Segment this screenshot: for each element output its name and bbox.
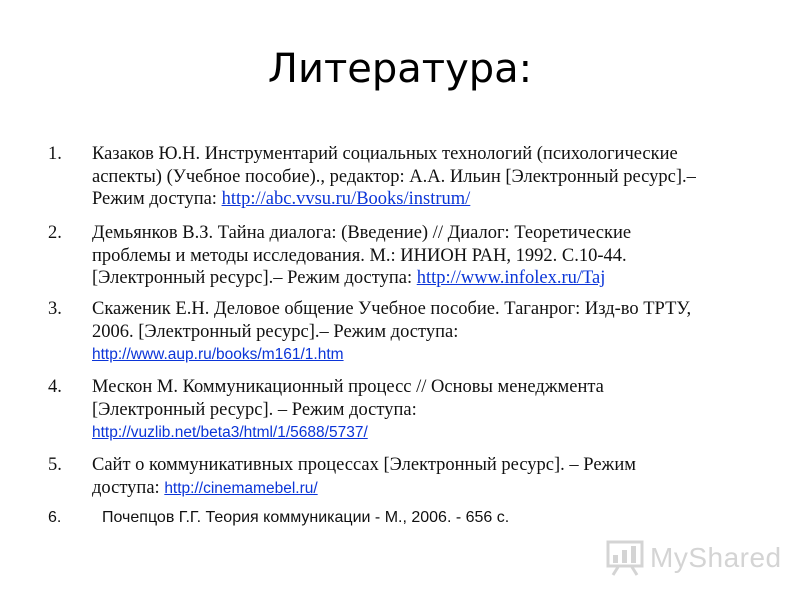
reference-line: Скаженик Е.Н. Деловое общение Учебное пособие. Таганрог: Изд-во ТРТУ, (92, 299, 692, 319)
reference-text (92, 376, 752, 445)
reference-line (92, 421, 752, 445)
reference-line: [Электронный ресурс]. – Режим доступа: (92, 399, 417, 420)
reference-link[interactable]: http://cinemamebel.ru/ (164, 479, 318, 497)
reference-line (92, 343, 752, 367)
logo-brand-text: MyShared (650, 542, 782, 573)
reference-lead: Режим доступа: (92, 189, 222, 209)
reference-lead: доступа: (92, 477, 165, 498)
reference-number: 2. (48, 223, 62, 243)
reference-line: Сайт о коммуникативных процессах [Электронный ресурс]. – Режим (92, 455, 636, 475)
reference-link[interactable]: http://www.infolex.ru/Taj (416, 268, 606, 288)
reference-line (92, 267, 752, 290)
reference-line: проблемы и методы исследования. М.: ИНИОН РАН, 1992. С.10-44. (92, 245, 627, 266)
reference-line: 2006. [Электронный ресурс].– Режим доступа: (92, 321, 459, 342)
reference-number: 6. (48, 509, 62, 526)
reference-number: 3. (48, 299, 62, 319)
reference-text (92, 222, 752, 290)
reference-link[interactable]: http://www.aup.ru/books/m161/1.htm (92, 346, 344, 363)
reference-link[interactable]: http://abc.vvsu.ru/Books/instrum/ (221, 189, 471, 209)
reference-number: 5. (48, 455, 62, 475)
reference-line: аспекты) (Учебное пособие)., редактор: А.А. Ильин [Электронный ресурс].– (92, 166, 696, 187)
reference-number: 1. (48, 144, 62, 164)
reference-line: Казаков Ю.Н. Инструментарий социальных технологий (психологические (92, 144, 678, 164)
reference-line: Мескон М. Коммуникационный процесс // Основы менеджмента (92, 377, 604, 397)
reference-text (92, 143, 752, 211)
slide-title: Литература: (267, 46, 533, 92)
reference-link[interactable]: http://vuzlib.net/beta3/html/1/5688/5737/ (92, 424, 368, 441)
myshared-logo (606, 538, 782, 578)
reference-lead: [Электронный ресурс].– Режим доступа: (92, 268, 417, 288)
reference-text: Почепцов Г.Г. Теория коммуникации - М., 2006. - 656 с. (102, 509, 510, 526)
presentation-board-icon (606, 540, 644, 576)
reference-text (92, 298, 752, 367)
reference-number: 4. (48, 377, 62, 397)
reference-line: Демьянков В.З. Тайна диалога: (Введение) // Диалог: Теоретические (92, 223, 632, 243)
reference-text (92, 454, 752, 500)
reference-line (92, 188, 752, 211)
reference-line (92, 477, 752, 501)
